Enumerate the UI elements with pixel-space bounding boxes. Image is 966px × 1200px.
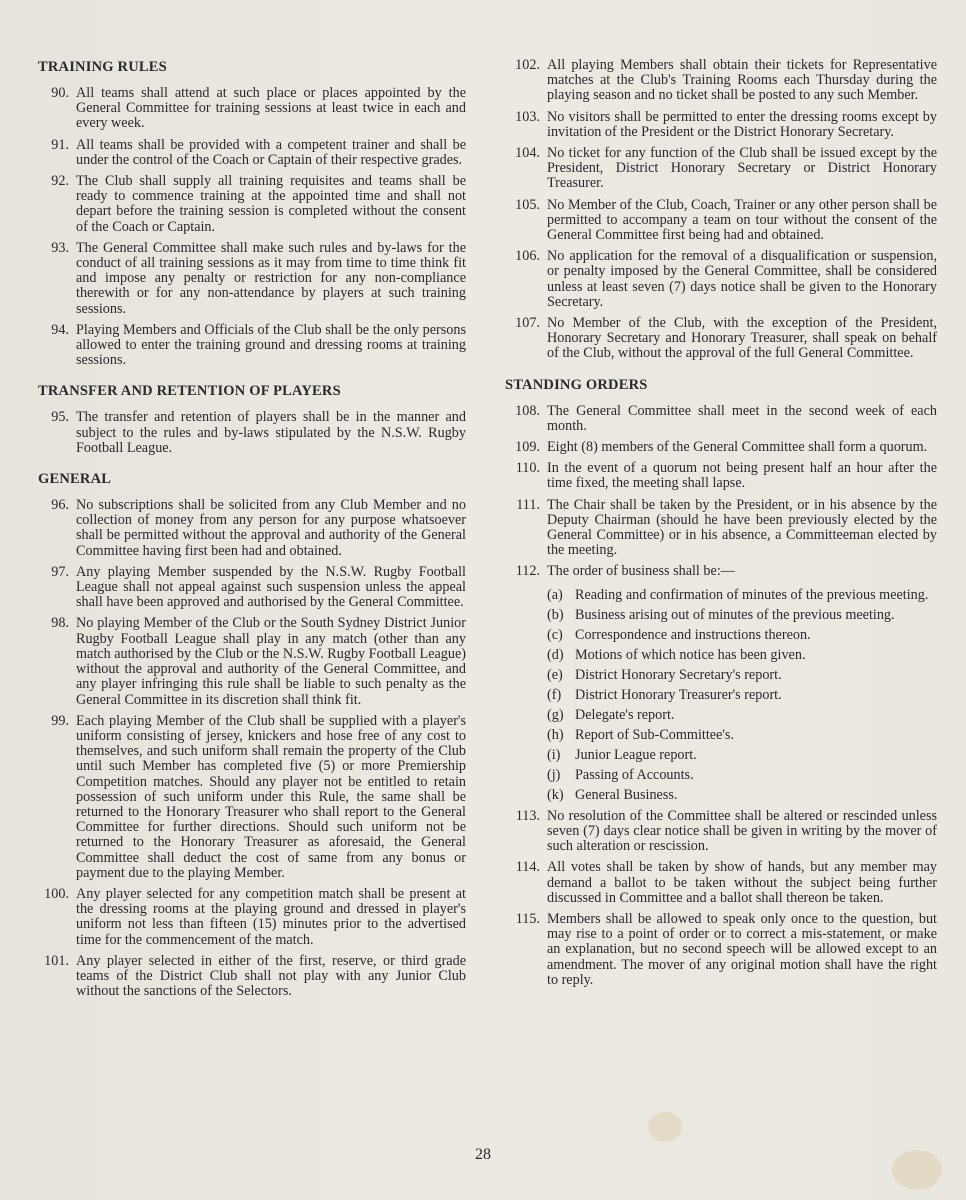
- rule-text: Any player selected in either of the first, reserve, or third grade teams of the District Club shall not play with any Junior Club without the sanctions of the Selectors.: [76, 952, 466, 1000]
- section: [38, 470, 466, 999]
- business-order-item: [547, 588, 937, 603]
- item-text: Motions of which notice has been given.: [575, 646, 806, 663]
- rule-text: The General Committee shall make such rules and by-laws for the conduct of all training sessions as it may from time to time think fit and impose any penalty or restriction for any non-compliance therewith or for any non-attendance by players at such training sessions.: [76, 239, 466, 317]
- item-label: (j): [547, 766, 561, 783]
- rule-text: No visitors shall be permitted to enter the dressing rooms except by invitation of the President or the District Honorary Secretary.: [547, 108, 937, 140]
- rule-number: 99.: [51, 712, 69, 729]
- item-text: Correspondence and instructions thereon.: [575, 626, 811, 643]
- rule-text: No Member of the Club, with the exception of the President, Honorary Secretary and Honorary Treasurer, shall speak on behalf of the Club, without the approval of the full General Committee.: [547, 315, 937, 362]
- rule-number: 98.: [51, 615, 69, 632]
- rule-item: [505, 912, 937, 988]
- rule-item: [38, 954, 466, 1000]
- rule-item: [505, 110, 937, 140]
- rule-number: 111.: [516, 496, 540, 513]
- section: [38, 382, 466, 456]
- rule-text: All teams shall attend at such place or places appointed by the General Committee for training sessions at least twice in each and every week.: [76, 85, 466, 132]
- rule-number: 114.: [515, 859, 540, 876]
- rule-number: 113.: [515, 807, 540, 824]
- rule-number: 105.: [515, 196, 540, 213]
- section-heading: GENERAL: [38, 471, 112, 488]
- rule-text: Playing Members and Officials of the Club shall be the only persons allowed to enter the training ground and dressing rooms at training sessions.: [76, 321, 466, 369]
- rule-number: 97.: [51, 563, 69, 580]
- rule-number: 102.: [515, 57, 540, 73]
- rule-number: 96.: [51, 497, 69, 514]
- rule-item: [38, 714, 466, 881]
- business-order-list: [505, 588, 937, 803]
- item-label: (c): [547, 626, 563, 643]
- rule-text: Any playing Member suspended by the N.S.W. Rugby Football League shall not appeal against such suspension unless the appeal shall have been approved and authorised by the General Committee.: [76, 563, 466, 611]
- rule-item: [505, 249, 937, 310]
- section-heading: TRAINING RULES: [38, 59, 167, 75]
- rule-text: No subscriptions shall be solicited from any Club Member and no collection of money from any person for any purpose whatsoever shall be permitted without the approval and authority of the General Committee having first been had and obtained.: [76, 497, 466, 559]
- rule-item: [38, 86, 466, 132]
- rule-item: [505, 198, 937, 244]
- rule-text: Eight (8) members of the General Committee shall form a quorum.: [547, 439, 928, 456]
- item-text: District Honorary Secretary's report.: [575, 666, 782, 683]
- item-text: District Honorary Treasurer's report.: [575, 686, 782, 703]
- rule-item: [505, 146, 937, 192]
- rule-number: 110.: [515, 460, 540, 477]
- rule-number: 115.: [515, 910, 540, 927]
- item-text: Business arising out of minutes of the previous meeting.: [575, 606, 895, 623]
- rule-item: [505, 58, 937, 104]
- rule-number: 101.: [44, 952, 69, 969]
- paper-stain: [648, 1112, 682, 1142]
- rule-item: [38, 138, 466, 168]
- rule-text: No Member of the Club, Coach, Trainer or any other person shall be permitted to accompany a team on tour without the consent of the General Committee first being had and obtained.: [547, 196, 937, 244]
- rule-item: [505, 498, 937, 559]
- rule-item: [505, 440, 937, 455]
- rule-text: The General Committee shall meet in the second week of each month.: [547, 402, 937, 434]
- rule-number: 92.: [51, 173, 69, 190]
- rule-number: 100.: [44, 885, 69, 902]
- rule-item: [38, 616, 466, 707]
- rule-text: Members shall be allowed to speak only once to the question, but may rise to a point of order or to correct a mis-statement, or make an explanation, but no second speech will be allowed except to an amendment. The mover of any original motion shall have the right to reply.: [547, 910, 937, 988]
- business-order-item: [547, 608, 937, 623]
- business-order-item: [547, 628, 937, 643]
- rule-item: [505, 316, 937, 362]
- rule-number: 109.: [515, 439, 540, 456]
- rule-item: [38, 498, 466, 559]
- rule-text: The Club shall supply all training requisites and teams shall be ready to commence training at the appointed time and shall not depart before the training session is completed without the consent of the Coach or Captain.: [76, 173, 466, 235]
- rule-item: [38, 887, 466, 948]
- business-order-item: [547, 708, 937, 723]
- rule-item: [38, 565, 466, 611]
- section-heading: STANDING ORDERS: [505, 376, 648, 393]
- item-label: (k): [547, 786, 564, 803]
- rule-item: [505, 404, 937, 434]
- item-label: (e): [547, 666, 563, 683]
- item-text: Passing of Accounts.: [575, 766, 694, 783]
- rule-text: Each playing Member of the Club shall be supplied with a player's uniform consisting of jersey, knickers and hose free of any cost to themselves, and such uniform shall remain the property of the Club until such Member has completed five (5) or more Premiership Competition matches. Should any player not be entitled to retain possession of such uniform under this Rule, the same shall be returned to the Honorary Treasurer who shall report to the General Committee for further directions. Should such uniform not be returned to the Honorary Treasurer as aforesaid, the General Committee shall deduct the cost of same from any bonus or payment due to the playing Member.: [76, 712, 466, 881]
- rule-number: 108.: [515, 402, 540, 419]
- rule-item: [505, 564, 937, 579]
- item-label: (f): [547, 686, 562, 703]
- left-column: [38, 58, 466, 1013]
- rule-item: [505, 809, 937, 855]
- rule-text: No application for the removal of a disqualification or suspension, or penalty imposed by the General Committee, shall be considered unless at least seven (7) days notice shall be given to the Honorary Secretary.: [547, 248, 937, 310]
- page-number: 28: [475, 1146, 491, 1163]
- item-text: Delegate's report.: [575, 706, 675, 723]
- rule-number: 90.: [51, 85, 69, 101]
- rule-number: 107.: [515, 315, 540, 332]
- rule-item: [38, 323, 466, 369]
- rule-item: [505, 461, 937, 491]
- right-column: [505, 58, 937, 1002]
- rule-text: Any player selected for any competition match shall be present at the dressing rooms at the playing ground and dressed in player's uniform not less than fifteen (15) minutes prior to the advertised time for the commencement of the match.: [76, 885, 466, 948]
- rule-text: The transfer and retention of players shall be in the manner and subject to the rules and by-laws stipulated by the N.S.W. Rugby Football League.: [76, 409, 466, 456]
- rule-number: 112.: [515, 563, 540, 580]
- business-order-item: [547, 728, 937, 743]
- item-text: Reading and confirmation of minutes of the previous meeting.: [575, 586, 929, 603]
- business-order-item: [547, 748, 937, 763]
- item-text: Junior League report.: [575, 746, 697, 763]
- rule-text: All teams shall be provided with a competent trainer and shall be under the control of the Coach or Captain of their respective grades.: [76, 136, 466, 168]
- item-label: (d): [547, 646, 564, 663]
- business-order-item: [547, 788, 937, 803]
- rule-item: [38, 410, 466, 456]
- rule-number: 106.: [515, 248, 540, 265]
- item-label: (g): [547, 706, 564, 723]
- rule-number: 95.: [51, 409, 69, 426]
- rule-number: 103.: [515, 108, 540, 125]
- business-order-item: [547, 668, 937, 683]
- rule-text: All votes shall be taken by show of hands, but any member may demand a ballot to be taken without the subject being further discussed in Committee and a ballot shall thereon be taken.: [547, 859, 937, 906]
- rule-number: 94.: [51, 321, 69, 338]
- item-text: Report of Sub-Committee's.: [575, 726, 734, 743]
- rule-number: 104.: [515, 145, 540, 162]
- rule-text: No resolution of the Committee shall be altered or rescinded unless seven (7) days clear notice shall be given in writing by the mover of such alteration or rescission.: [547, 807, 937, 855]
- item-label: (a): [547, 586, 563, 603]
- business-order-item: [547, 688, 937, 703]
- rule-item: [505, 860, 937, 906]
- section: [38, 58, 466, 368]
- item-text: General Business.: [575, 786, 678, 803]
- business-order-item: [547, 768, 937, 783]
- section: [505, 58, 937, 362]
- item-label: (i): [547, 746, 561, 763]
- rule-item: [38, 174, 466, 235]
- rule-text: No playing Member of the Club or the South Sydney District Junior Rugby Football League shall play in any match (other than any match authorised by the Club or the N.S.W. Rugby Football League) without the approval and authority of the General Committee, and any player infringing this rule shall be liable to such penalty as the General Committee in its discretion shall think fit.: [76, 615, 466, 708]
- section-heading: TRANSFER AND RETENTION OF PLAYERS: [38, 383, 341, 400]
- rule-text: No ticket for any function of the Club shall be issued except by the President, District Honorary Secretary or District Honorary Treasurer.: [547, 145, 937, 192]
- business-order-item: [547, 648, 937, 663]
- rule-number: 93.: [51, 239, 69, 256]
- rule-number: 91.: [51, 136, 69, 153]
- rule-text: All playing Members shall obtain their tickets for Representative matches at the Club's Training Rooms each Thursday during the playing season and no ticket shall be posted to any such Member.: [547, 57, 937, 104]
- item-label: (h): [547, 726, 564, 743]
- rule-text: The order of business shall be:—: [547, 563, 735, 580]
- item-label: (b): [547, 606, 564, 623]
- rule-text: The Chair shall be taken by the President, or in his absence by the Deputy Chairman (should he have been previously elected by the General Committee) or in his absence, a Committeeman elected by the meeting.: [547, 496, 937, 559]
- rule-item: [38, 241, 466, 317]
- rule-text: In the event of a quorum not being present half an hour after the time fixed, the meeting shall lapse.: [547, 460, 937, 492]
- section: [505, 376, 937, 988]
